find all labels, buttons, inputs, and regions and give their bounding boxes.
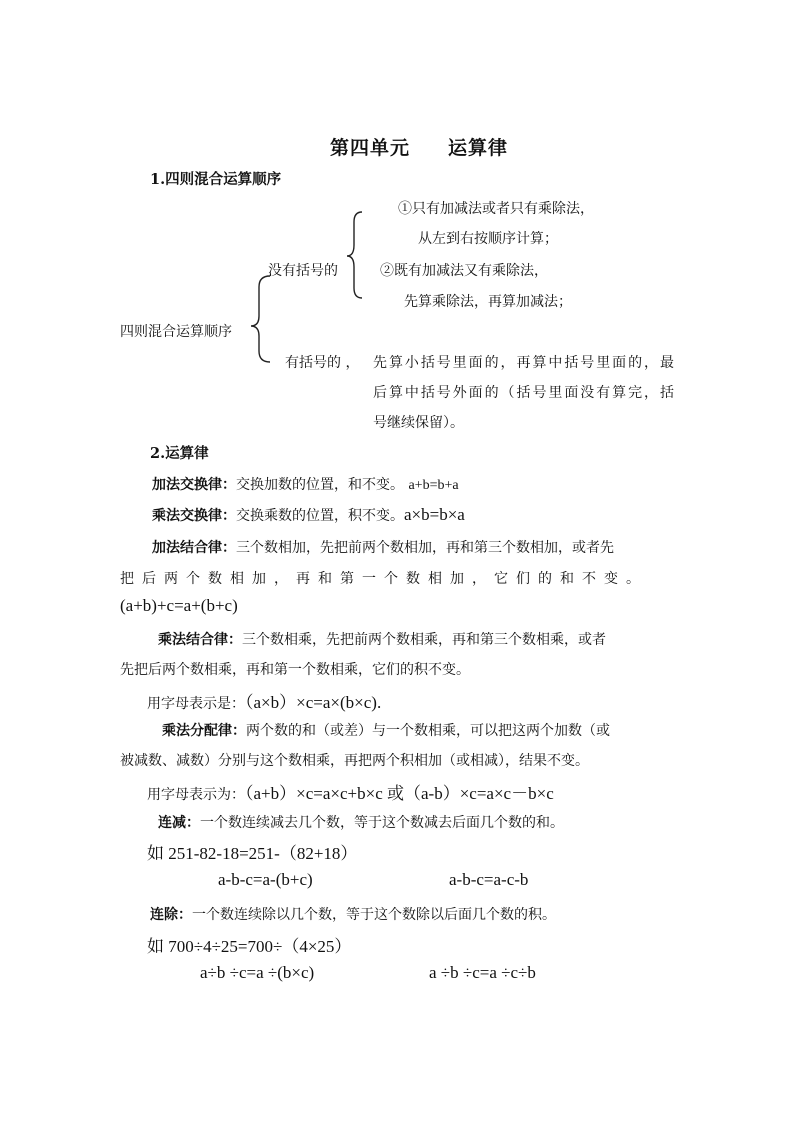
mul-assoc-expr: [147, 688, 381, 713]
dist-row: [162, 720, 610, 740]
mul-assoc-text1: 三个数相乘，先把前两个数相乘，再和第三个数相乘，或者: [242, 632, 606, 648]
bracket-line1: 先算小括号里面的，再算中括号里面的，最: [373, 355, 674, 371]
no-bracket-label: 没有括号的: [268, 263, 338, 279]
sub-formula1: a-b-c=a-(b+c): [218, 870, 313, 889]
div-row: [150, 904, 556, 924]
add-assoc-row: [152, 537, 614, 557]
inner-brace: [347, 212, 362, 298]
rule2-line1: ②既有加减法又有乘除法，: [380, 263, 548, 279]
mul-comm-row: [152, 505, 465, 525]
sub-formula2: a-b-c=a-c-b: [449, 870, 529, 889]
rule1-line1: ①只有加减法或者只有乘除法，: [398, 201, 594, 217]
dist-formula: （a+b）×c=a×c+b×c 或（a-b）×c=a×c－b×c: [245, 784, 554, 803]
sub-text: 一个数连续减去几个数，等于这个数减去后面几个数的和。: [200, 815, 564, 831]
div-formula2: a ÷b ÷c=a ÷c÷b: [429, 963, 536, 982]
add-comm-label: 加法交换律：: [152, 477, 236, 493]
mul-comm-formula: a×b=b×a: [404, 505, 465, 524]
dist-text2: 被减数、减数）分别与这个数相乘，再把两个积相加（或相减），结果不变。: [120, 753, 589, 769]
title-topic: 运算律: [448, 137, 509, 159]
sub-row: [158, 812, 564, 832]
mul-assoc-row: [158, 629, 606, 649]
add-comm-row: [152, 474, 459, 494]
sub-label: 连减：: [158, 815, 200, 831]
add-assoc-text2: 把后两个数相加，再和第一个数相加，它们的和不变。: [120, 571, 640, 587]
mul-assoc-text2: 先把后两个数相乘，再和第一个数相乘，它们的积不变。: [120, 662, 470, 678]
mul-assoc-label: 乘法结合律：: [158, 632, 242, 648]
rule2-line2: 先算乘除法，再算加减法；: [404, 294, 572, 310]
dist-prefix: 用字母表示为：: [147, 787, 245, 803]
mul-comm-text: 交换乘数的位置，积不变。: [236, 508, 404, 524]
add-assoc-label: 加法结合律：: [152, 540, 236, 556]
add-comm-formula: a+b=b+a: [408, 478, 459, 493]
mul-assoc-formula: （a×b）×c=a×(b×c).: [245, 693, 382, 712]
rule1-line2: 从左到右按顺序计算；: [418, 231, 558, 247]
section1-heading: 1.四则混合运算顺序: [150, 171, 282, 188]
add-assoc-formula: (a+b)+c=a+(b+c): [120, 596, 238, 615]
add-comm-text: 交换加数的位置，和不变。: [236, 477, 404, 493]
section2-heading: 2.运算律: [150, 445, 209, 462]
bracket-label: 有括号的 ，: [285, 355, 360, 371]
dist-label: 乘法分配律：: [162, 723, 246, 739]
mul-assoc-prefix: 用字母表示是：: [147, 696, 245, 712]
sub-example: 如 251-82-18=251-（82+18）: [147, 844, 358, 863]
div-text: 一个数连续除以几个数，等于这个数除以后面几个数的积。: [192, 907, 556, 923]
mul-comm-label: 乘法交换律：: [152, 508, 236, 524]
add-assoc-text1: 三个数相加，先把前两个数相加，再和第三个数相加，或者先: [236, 540, 614, 556]
div-label: 连除：: [150, 907, 192, 923]
div-formula1: a÷b ÷c=a ÷(b×c): [200, 963, 315, 982]
bracket-line3: 号继续保留）。: [373, 415, 464, 431]
root-label: 四则混合运算顺序: [120, 324, 232, 340]
bracket-line2: 后算中括号外面的（括号里面没有算完，括: [373, 385, 674, 401]
title-unit: 第四单元: [330, 137, 411, 159]
dist-text1: 两个数的和（或差）与一个数相乘，可以把这两个加数（或: [246, 723, 610, 739]
div-example: 如 700÷4÷25=700÷（4×25）: [147, 937, 352, 956]
outer-brace: [251, 276, 270, 362]
dist-expr: [147, 779, 554, 804]
